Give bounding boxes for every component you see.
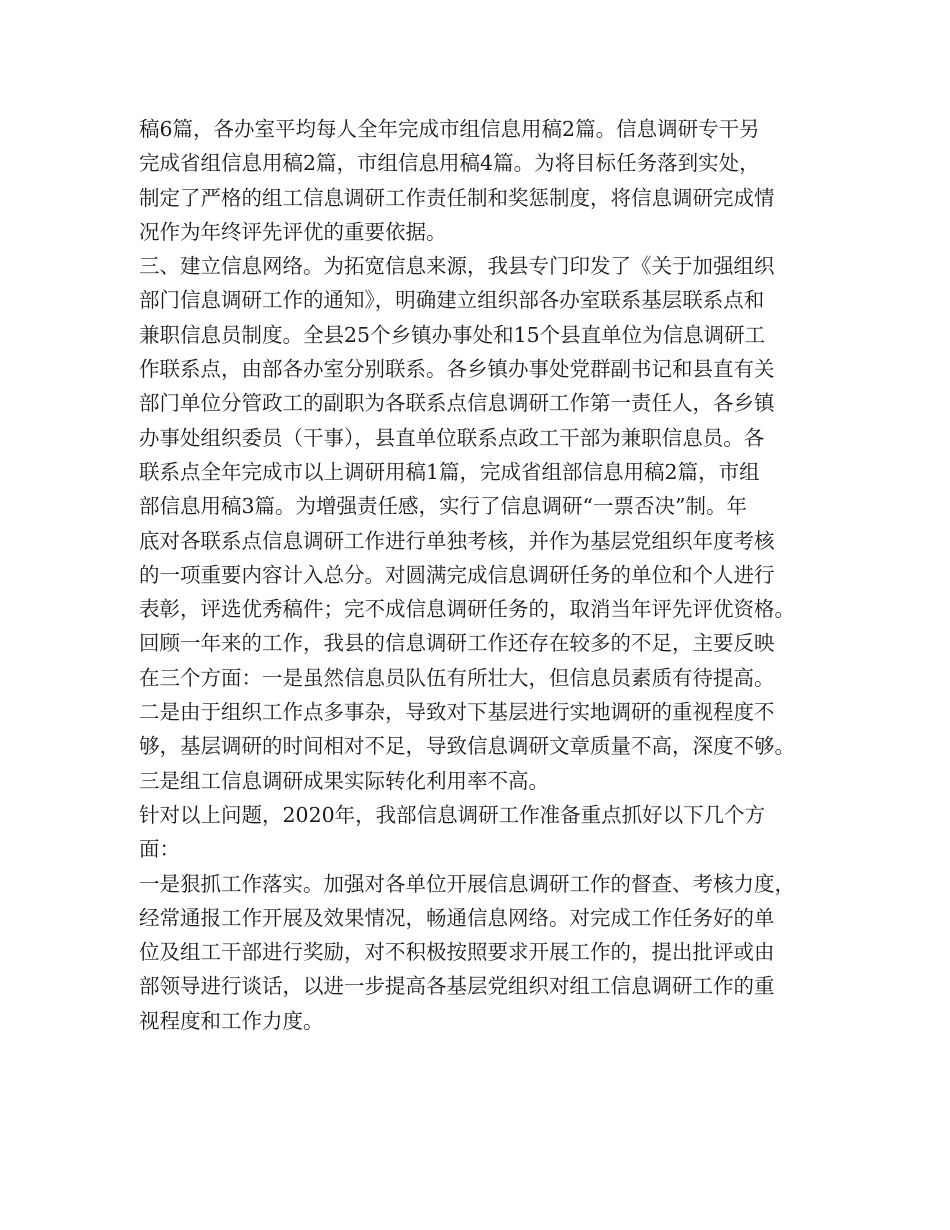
text-line: 制定了严格的组工信息调研工作责任制和奖惩制度，将信息调研完成情: [139, 185, 775, 210]
text-line: 兼职信息员制度。全县25个乡镇办事处和15个县直单位为信息调研工: [139, 322, 766, 347]
text-line: 部门单位分管政工的副职为各联系点信息调研工作第一责任人，各乡镇: [139, 391, 775, 416]
text-line: 部门信息调研工作的通知》，明确建立组织部各办室联系基层联系点和: [139, 288, 765, 313]
text-line: 联系点全年完成市以上调研用稿1篇，完成省组部信息用稿2篇，市组: [139, 459, 760, 484]
text-line: 作联系点，由部各办室分别联系。各乡镇办事处党群副书记和县直有关: [139, 357, 775, 382]
text-line: 况作为年终评先评优的重要依据。: [139, 219, 447, 244]
text-line: 的一项重要内容计入总分。对圆满完成信息调研任务的单位和个人进行: [139, 562, 775, 587]
text-line: 三是组工信息调研成果实际转化利用率不高。: [139, 768, 549, 793]
text-line: 办事处组织委员（干事），县直单位联系点政工干部为兼职信息员。各: [139, 425, 765, 450]
text-line: 回顾一年来的工作，我县的信息调研工作还存在较多的不足，主要反映: [139, 631, 775, 656]
text-line: 面：: [139, 837, 180, 862]
text-line: 针对以上问题，2020年，我部信息调研工作准备重点抓好以下几个方: [139, 802, 766, 827]
document-body: [139, 112, 839, 1038]
text-line: 部领导进行谈话，以进一步提高各基层党组织对组工信息调研工作的重: [139, 974, 775, 999]
text-line: 经常通报工作开展及效果情况，畅通信息网络。对完成工作任务好的单: [139, 905, 775, 930]
text-line: 完成省组信息用稿2篇，市组信息用稿4篇。为将目标任务落到实处，: [139, 151, 760, 176]
text-line: 表彰，评选优秀稿件；完不成信息调研任务的，取消当年评先评优资格。: [139, 597, 795, 622]
text-line: 底对各联系点信息调研工作进行单独考核，并作为基层党组织年度考核: [139, 528, 775, 553]
text-line: 一是狠抓工作落实。加强对各单位开展信息调研工作的督查、考核力度，: [139, 871, 795, 896]
text-line: 三、建立信息网络。为拓宽信息来源，我县专门印发了《关于加强组织: [139, 254, 775, 279]
text-line: 够，基层调研的时间相对不足，导致信息调研文章质量不高，深度不够。: [139, 734, 795, 759]
text-line: 稿6篇，各办室平均每人全年完成市组信息用稿2篇。信息调研专干另: [139, 117, 760, 141]
text-line: 视程度和工作力度。: [139, 1008, 324, 1033]
text-line: 二是由于组织工作点多事杂，导致对下基层进行实地调研的重视程度不: [139, 700, 775, 725]
text-line: 位及组工干部进行奖励，对不积极按照要求开展工作的，提出批评或由: [139, 940, 775, 965]
text-line: 部信息用稿3篇。为增强责任感，实行了信息调研“一票否决”制。年: [139, 494, 748, 519]
text-line: 在三个方面：一是虽然信息员队伍有所壮大，但信息员素质有待提高。: [139, 665, 775, 690]
